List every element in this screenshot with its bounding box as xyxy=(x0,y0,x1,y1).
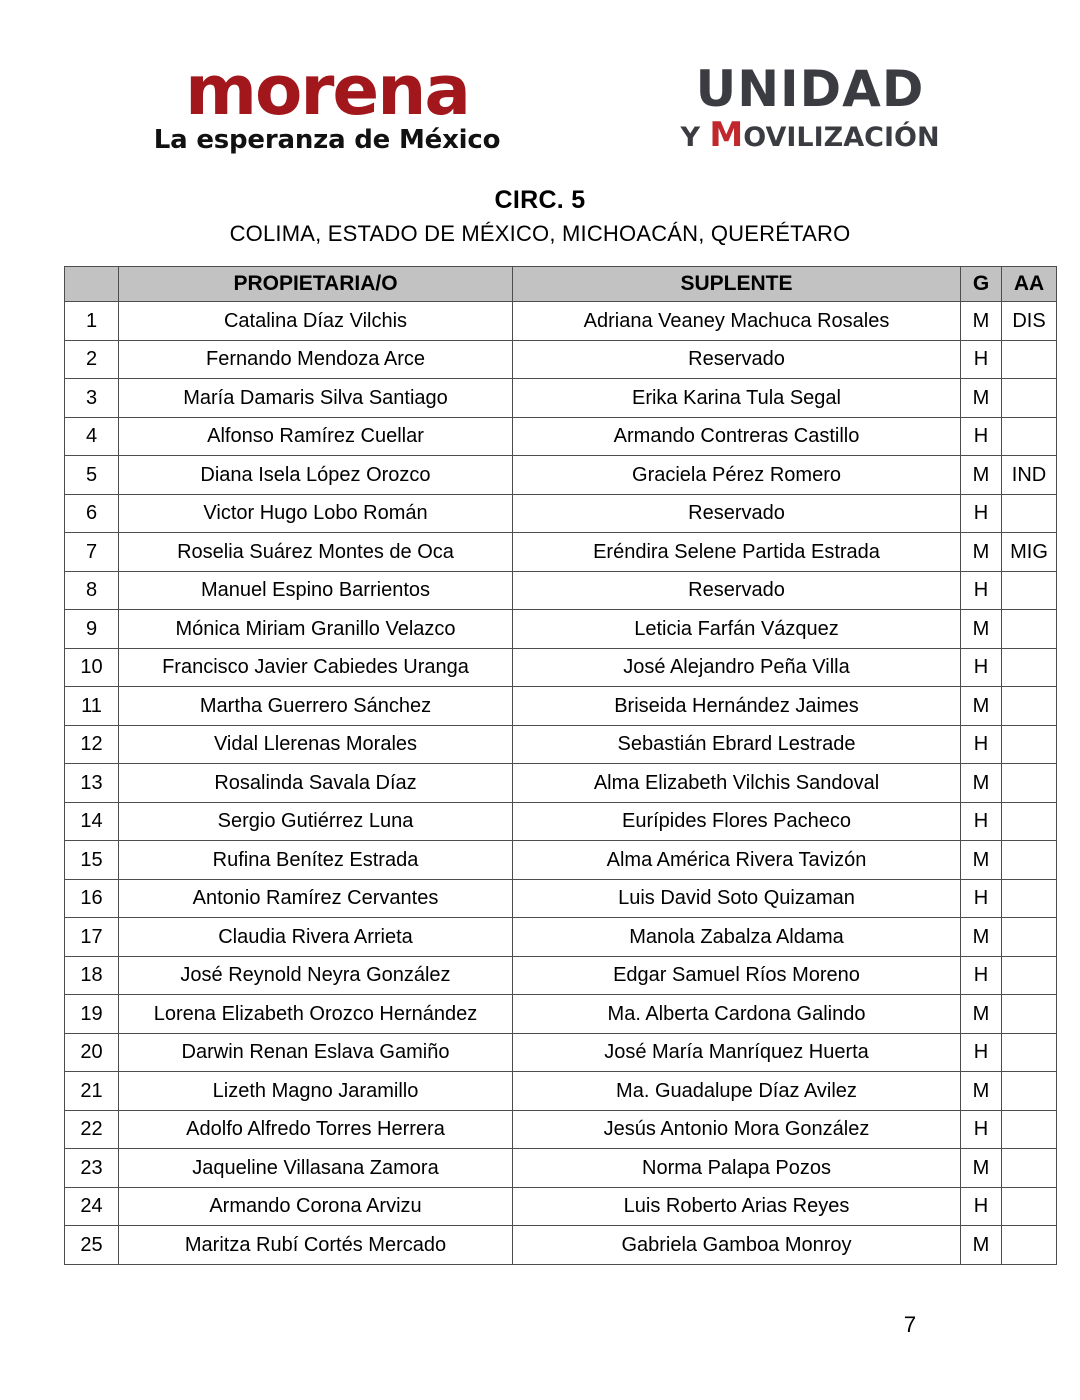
cell-suplente: Erika Karina Tula Segal xyxy=(513,379,961,418)
cell-accion-afirmativa xyxy=(1002,918,1057,957)
table-row xyxy=(65,1072,1057,1111)
cell-number: 11 xyxy=(65,687,119,726)
column-header-aa: AA xyxy=(1002,267,1057,302)
cell-gender: M xyxy=(961,764,1002,803)
table-row xyxy=(65,1226,1057,1265)
table-row xyxy=(65,956,1057,995)
cell-accion-afirmativa xyxy=(1002,417,1057,456)
cell-propietaria: Jaqueline Villasana Zamora xyxy=(119,1149,513,1188)
table-row xyxy=(65,995,1057,1034)
morena-tagline: La esperanza de México xyxy=(153,125,501,156)
cell-number: 12 xyxy=(65,725,119,764)
cell-propietaria: Victor Hugo Lobo Román xyxy=(119,494,513,533)
table-row xyxy=(65,571,1057,610)
table-row xyxy=(65,802,1057,841)
cell-accion-afirmativa xyxy=(1002,1149,1057,1188)
cell-propietaria: Alfonso Ramírez Cuellar xyxy=(119,417,513,456)
cell-suplente: Gabriela Gamboa Monroy xyxy=(513,1226,961,1265)
cell-number: 22 xyxy=(65,1110,119,1149)
cell-number: 18 xyxy=(65,956,119,995)
cell-accion-afirmativa xyxy=(1002,340,1057,379)
cell-accion-afirmativa: MIG xyxy=(1002,533,1057,572)
cell-accion-afirmativa xyxy=(1002,725,1057,764)
table-row xyxy=(65,417,1057,456)
cell-suplente: Reservado xyxy=(513,340,961,379)
cell-propietaria: Vidal Llerenas Morales xyxy=(119,725,513,764)
cell-propietaria: Maritza Rubí Cortés Mercado xyxy=(119,1226,513,1265)
candidate-list-table-wrapper xyxy=(64,266,1048,1265)
movilizacion-prefix: Y xyxy=(680,122,710,153)
column-header-g: G xyxy=(961,267,1002,302)
unidad-wordmark: UNIDAD xyxy=(695,60,925,118)
cell-propietaria: Sergio Gutiérrez Luna xyxy=(119,802,513,841)
cell-number: 8 xyxy=(65,571,119,610)
cell-propietaria: Fernando Mendoza Arce xyxy=(119,340,513,379)
table-row xyxy=(65,841,1057,880)
cell-suplente: Armando Contreras Castillo xyxy=(513,417,961,456)
cell-accion-afirmativa: DIS xyxy=(1002,302,1057,341)
cell-propietaria: Mónica Miriam Granillo Velazco xyxy=(119,610,513,649)
table-row xyxy=(65,610,1057,649)
table-body xyxy=(65,302,1057,1265)
cell-propietaria: María Damaris Silva Santiago xyxy=(119,379,513,418)
cell-suplente: Manola Zabalza Aldama xyxy=(513,918,961,957)
cell-suplente: Eréndira Selene Partida Estrada xyxy=(513,533,961,572)
cell-gender: M xyxy=(961,918,1002,957)
table-row xyxy=(65,494,1057,533)
cell-accion-afirmativa xyxy=(1002,1033,1057,1072)
cell-gender: H xyxy=(961,494,1002,533)
page-title: CIRC. 5 xyxy=(494,186,586,214)
column-header-number xyxy=(65,267,119,302)
table-row xyxy=(65,302,1057,341)
table-row xyxy=(65,879,1057,918)
cell-propietaria: Rosalinda Savala Díaz xyxy=(119,764,513,803)
cell-gender: M xyxy=(961,1149,1002,1188)
table-header-row xyxy=(65,267,1057,302)
table-head xyxy=(65,267,1057,302)
cell-suplente: Briseida Hernández Jaimes xyxy=(513,687,961,726)
cell-propietaria: Catalina Díaz Vilchis xyxy=(119,302,513,341)
cell-gender: H xyxy=(961,956,1002,995)
cell-accion-afirmativa xyxy=(1002,764,1057,803)
cell-gender: H xyxy=(961,417,1002,456)
table-row xyxy=(65,648,1057,687)
cell-number: 9 xyxy=(65,610,119,649)
cell-gender: H xyxy=(961,802,1002,841)
cell-number: 16 xyxy=(65,879,119,918)
cell-gender: H xyxy=(961,1187,1002,1226)
cell-number: 4 xyxy=(65,417,119,456)
cell-propietaria: Manuel Espino Barrientos xyxy=(119,571,513,610)
cell-suplente: Norma Palapa Pozos xyxy=(513,1149,961,1188)
table-row xyxy=(65,379,1057,418)
cell-propietaria: Rufina Benítez Estrada xyxy=(119,841,513,880)
cell-gender: M xyxy=(961,687,1002,726)
cell-accion-afirmativa: IND xyxy=(1002,456,1057,495)
cell-number: 2 xyxy=(65,340,119,379)
cell-suplente: Leticia Farfán Vázquez xyxy=(513,610,961,649)
table-row xyxy=(65,1033,1057,1072)
cell-number: 15 xyxy=(65,841,119,880)
cell-propietaria: Martha Guerrero Sánchez xyxy=(119,687,513,726)
cell-number: 17 xyxy=(65,918,119,957)
cell-gender: M xyxy=(961,379,1002,418)
cell-accion-afirmativa xyxy=(1002,1187,1057,1226)
cell-suplente: Eurípides Flores Pacheco xyxy=(513,802,961,841)
cell-gender: M xyxy=(961,841,1002,880)
cell-gender: M xyxy=(961,533,1002,572)
cell-gender: M xyxy=(961,456,1002,495)
cell-suplente: José María Manríquez Huerta xyxy=(513,1033,961,1072)
page-subtitle: COLIMA, ESTADO DE MÉXICO, MICHOACÁN, QUERÉTARO xyxy=(229,221,851,246)
cell-accion-afirmativa xyxy=(1002,379,1057,418)
footer xyxy=(0,1312,1080,1338)
cell-gender: H xyxy=(961,340,1002,379)
cell-number: 1 xyxy=(65,302,119,341)
cell-number: 23 xyxy=(65,1149,119,1188)
cell-suplente: José Alejandro Peña Villa xyxy=(513,648,961,687)
cell-propietaria: Lizeth Magno Jaramillo xyxy=(119,1072,513,1111)
cell-accion-afirmativa xyxy=(1002,687,1057,726)
cell-gender: H xyxy=(961,1033,1002,1072)
cell-gender: H xyxy=(961,725,1002,764)
cell-gender: H xyxy=(961,879,1002,918)
cell-gender: M xyxy=(961,1226,1002,1265)
table-row xyxy=(65,725,1057,764)
movilizacion-rest: OVILIZACIÓN xyxy=(743,122,940,153)
cell-propietaria: Adolfo Alfredo Torres Herrera xyxy=(119,1110,513,1149)
cell-propietaria: Francisco Javier Cabiedes Uranga xyxy=(119,648,513,687)
table-row xyxy=(65,1187,1057,1226)
page-number: 7 xyxy=(903,1312,917,1337)
cell-gender: M xyxy=(961,610,1002,649)
cell-accion-afirmativa xyxy=(1002,879,1057,918)
cell-propietaria: Antonio Ramírez Cervantes xyxy=(119,879,513,918)
candidate-list-table xyxy=(64,266,1057,1265)
cell-number: 6 xyxy=(65,494,119,533)
cell-accion-afirmativa xyxy=(1002,1226,1057,1265)
cell-propietaria: José Reynold Neyra González xyxy=(119,956,513,995)
cell-suplente: Alma Elizabeth Vilchis Sandoval xyxy=(513,764,961,803)
cell-accion-afirmativa xyxy=(1002,1072,1057,1111)
title-block xyxy=(0,186,1080,247)
cell-gender: H xyxy=(961,648,1002,687)
table-row xyxy=(65,456,1057,495)
cell-accion-afirmativa xyxy=(1002,841,1057,880)
table-row xyxy=(65,918,1057,957)
cell-number: 25 xyxy=(65,1226,119,1265)
cell-accion-afirmativa xyxy=(1002,648,1057,687)
cell-accion-afirmativa xyxy=(1002,610,1057,649)
table-row xyxy=(65,764,1057,803)
movilizacion-wordmark xyxy=(650,115,970,155)
cell-gender: M xyxy=(961,1072,1002,1111)
cell-propietaria: Lorena Elizabeth Orozco Hernández xyxy=(119,995,513,1034)
morena-logo xyxy=(152,51,502,156)
cell-propietaria: Diana Isela López Orozco xyxy=(119,456,513,495)
cell-number: 3 xyxy=(65,379,119,418)
cell-suplente: Adriana Veaney Machuca Rosales xyxy=(513,302,961,341)
cell-suplente: Ma. Alberta Cardona Galindo xyxy=(513,995,961,1034)
cell-propietaria: Roselia Suárez Montes de Oca xyxy=(119,533,513,572)
cell-suplente: Luis Roberto Arias Reyes xyxy=(513,1187,961,1226)
cell-accion-afirmativa xyxy=(1002,571,1057,610)
cell-number: 24 xyxy=(65,1187,119,1226)
cell-gender: M xyxy=(961,302,1002,341)
cell-suplente: Ma. Guadalupe Díaz Avilez xyxy=(513,1072,961,1111)
cell-number: 5 xyxy=(65,456,119,495)
table-row xyxy=(65,533,1057,572)
column-header-suplente: SUPLENTE xyxy=(513,267,961,302)
movilizacion-accent-letter: M xyxy=(709,115,744,155)
morena-wordmark: morena xyxy=(185,51,469,131)
cell-number: 14 xyxy=(65,802,119,841)
cell-gender: H xyxy=(961,571,1002,610)
table-row xyxy=(65,1110,1057,1149)
cell-accion-afirmativa xyxy=(1002,995,1057,1034)
cell-number: 19 xyxy=(65,995,119,1034)
cell-number: 21 xyxy=(65,1072,119,1111)
cell-accion-afirmativa xyxy=(1002,802,1057,841)
cell-suplente: Reservado xyxy=(513,494,961,533)
cell-suplente: Jesús Antonio Mora González xyxy=(513,1110,961,1149)
cell-gender: M xyxy=(961,995,1002,1034)
table-row xyxy=(65,1149,1057,1188)
document-header xyxy=(0,52,1080,172)
cell-propietaria: Darwin Renan Eslava Gamiño xyxy=(119,1033,513,1072)
cell-number: 10 xyxy=(65,648,119,687)
cell-suplente: Graciela Pérez Romero xyxy=(513,456,961,495)
cell-accion-afirmativa xyxy=(1002,494,1057,533)
cell-number: 7 xyxy=(65,533,119,572)
cell-suplente: Luis David Soto Quizaman xyxy=(513,879,961,918)
cell-suplente: Alma América Rivera Tavizón xyxy=(513,841,961,880)
cell-propietaria: Claudia Rivera Arrieta xyxy=(119,918,513,957)
cell-suplente: Sebastián Ebrard Lestrade xyxy=(513,725,961,764)
cell-accion-afirmativa xyxy=(1002,956,1057,995)
unidad-movilizacion-logo xyxy=(650,60,970,155)
cell-accion-afirmativa xyxy=(1002,1110,1057,1149)
cell-suplente: Reservado xyxy=(513,571,961,610)
cell-gender: H xyxy=(961,1110,1002,1149)
cell-number: 13 xyxy=(65,764,119,803)
cell-propietaria: Armando Corona Arvizu xyxy=(119,1187,513,1226)
table-row xyxy=(65,687,1057,726)
cell-number: 20 xyxy=(65,1033,119,1072)
table-row xyxy=(65,340,1057,379)
cell-suplente: Edgar Samuel Ríos Moreno xyxy=(513,956,961,995)
column-header-propietaria: PROPIETARIA/O xyxy=(119,267,513,302)
